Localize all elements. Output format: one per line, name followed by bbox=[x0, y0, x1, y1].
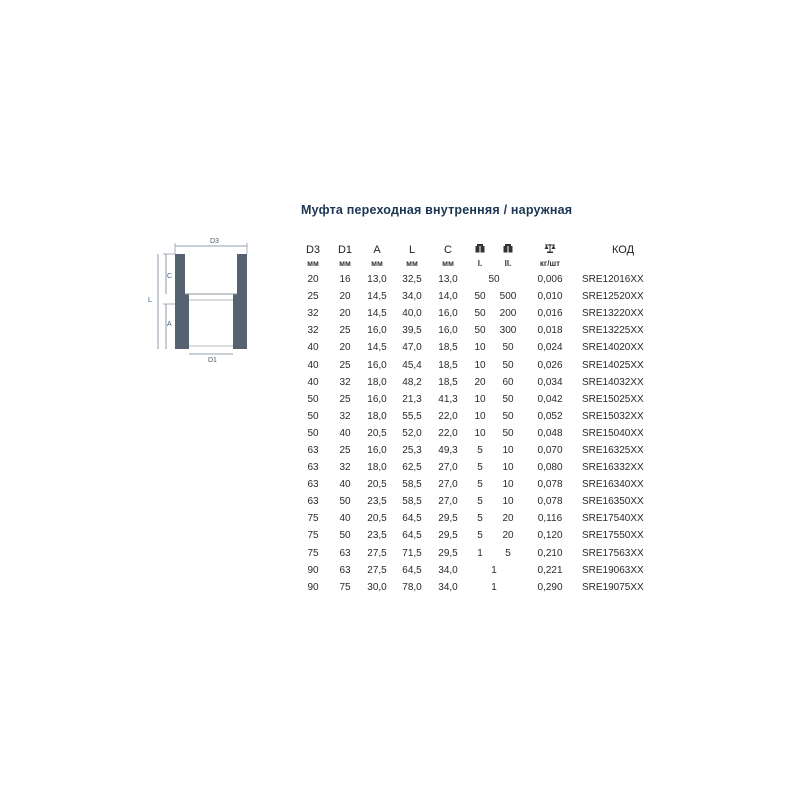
cell-d3: 63 bbox=[307, 496, 319, 508]
cell-p1: 10 bbox=[474, 342, 486, 354]
cell-d1: 40 bbox=[339, 479, 351, 491]
cell-code: SRE13225XX bbox=[582, 325, 644, 337]
cell-a: 23,5 bbox=[367, 530, 387, 542]
cell-a: 16,0 bbox=[367, 325, 387, 337]
cell-d1: 75 bbox=[339, 581, 351, 593]
cell-d1: 25 bbox=[339, 325, 351, 337]
cell-p2: 500 bbox=[499, 291, 517, 303]
table-row bbox=[296, 527, 668, 544]
cell-d1: 40 bbox=[339, 513, 351, 525]
cell-l: 52,0 bbox=[402, 427, 422, 439]
cell-p2: 50 bbox=[502, 359, 514, 371]
cell-code: SRE16332XX bbox=[582, 462, 644, 474]
cell-pack: 1 bbox=[491, 581, 497, 593]
cell-weight: 0,052 bbox=[537, 410, 563, 422]
label-c: C bbox=[167, 273, 173, 280]
cell-d1: 25 bbox=[339, 444, 351, 456]
unit-weight: кг/шт bbox=[539, 259, 561, 268]
unit-c: мм bbox=[442, 259, 454, 268]
cell-c: 29,5 bbox=[438, 530, 458, 542]
cell-d1: 20 bbox=[339, 342, 351, 354]
cell-d1: 20 bbox=[339, 291, 351, 303]
unit-a: мм bbox=[371, 259, 383, 268]
cell-d3: 63 bbox=[307, 462, 319, 474]
cell-code: SRE15032XX bbox=[582, 410, 644, 422]
cell-d1: 32 bbox=[339, 410, 351, 422]
cell-l: 64,5 bbox=[402, 513, 422, 525]
cell-c: 41,3 bbox=[438, 393, 458, 405]
cell-d3: 40 bbox=[307, 376, 319, 388]
cell-p1: 5 bbox=[477, 513, 483, 525]
cell-c: 34,0 bbox=[438, 564, 458, 576]
cell-d3: 32 bbox=[307, 325, 319, 337]
cell-l: 58,5 bbox=[402, 496, 422, 508]
cell-p2: 10 bbox=[502, 462, 514, 474]
unit-l: мм bbox=[406, 259, 418, 268]
cell-l: 55,5 bbox=[402, 410, 422, 422]
cell-p1: 5 bbox=[477, 530, 483, 542]
table-row bbox=[296, 579, 668, 596]
cell-p1: 50 bbox=[474, 325, 486, 337]
cell-weight: 0,006 bbox=[537, 274, 563, 286]
label-d1: D1 bbox=[208, 357, 217, 363]
table-row bbox=[296, 305, 668, 322]
table-row bbox=[296, 374, 668, 391]
cell-l: 58,5 bbox=[402, 479, 422, 491]
cell-c: 18,5 bbox=[438, 359, 458, 371]
header-a: A bbox=[373, 244, 381, 256]
cell-c: 14,0 bbox=[438, 291, 458, 303]
cell-weight: 0,116 bbox=[537, 513, 563, 525]
cell-l: 34,0 bbox=[402, 291, 422, 303]
cell-weight: 0,210 bbox=[537, 547, 563, 559]
table-row bbox=[296, 322, 668, 339]
cell-c: 34,0 bbox=[438, 581, 458, 593]
cell-l: 78,0 bbox=[402, 581, 422, 593]
cell-l: 32,5 bbox=[402, 274, 422, 286]
cell-d3: 32 bbox=[307, 308, 319, 320]
cell-a: 18,0 bbox=[367, 376, 387, 388]
fitting-body bbox=[175, 254, 247, 349]
table-row bbox=[296, 510, 668, 527]
cell-c: 27,0 bbox=[438, 462, 458, 474]
cell-c: 27,0 bbox=[438, 479, 458, 491]
cell-d3: 75 bbox=[307, 513, 319, 525]
cell-code: SRE15040XX bbox=[582, 427, 644, 439]
cell-a: 20,5 bbox=[367, 513, 387, 525]
cell-l: 40,0 bbox=[402, 308, 422, 320]
cell-p1: 10 bbox=[474, 359, 486, 371]
cell-weight: 0,034 bbox=[537, 376, 563, 388]
cell-code: SRE12016XX bbox=[582, 274, 644, 286]
cell-l: 21,3 bbox=[402, 393, 422, 405]
cell-a: 14,5 bbox=[367, 308, 387, 320]
cell-l: 64,5 bbox=[402, 530, 422, 542]
cell-a: 18,0 bbox=[367, 462, 387, 474]
cell-a: 20,5 bbox=[367, 427, 387, 439]
cell-p1: 10 bbox=[474, 427, 486, 439]
cell-p1: 50 bbox=[474, 308, 486, 320]
cell-weight: 0,018 bbox=[537, 325, 563, 337]
cell-d3: 90 bbox=[307, 564, 319, 576]
cell-d3: 50 bbox=[307, 427, 319, 439]
cell-a: 23,5 bbox=[367, 496, 387, 508]
cell-c: 29,5 bbox=[438, 513, 458, 525]
cell-c: 22,0 bbox=[438, 410, 458, 422]
cell-p2: 50 bbox=[502, 427, 514, 439]
table-row bbox=[296, 271, 668, 288]
header-d3: D3 bbox=[305, 244, 321, 256]
cell-p2: 10 bbox=[502, 479, 514, 491]
cell-c: 16,0 bbox=[438, 325, 458, 337]
cell-d1: 32 bbox=[339, 462, 351, 474]
cell-p1: 20 bbox=[474, 376, 486, 388]
cell-p2: 5 bbox=[505, 547, 511, 559]
cell-weight: 0,010 bbox=[537, 291, 563, 303]
package-icon bbox=[466, 234, 494, 256]
cell-weight: 0,290 bbox=[537, 581, 563, 593]
cell-code: SRE16340XX bbox=[582, 479, 644, 491]
cell-a: 14,5 bbox=[367, 342, 387, 354]
units-row bbox=[296, 256, 668, 271]
table-row bbox=[296, 339, 668, 356]
cell-l: 39,5 bbox=[402, 325, 422, 337]
table-row bbox=[296, 493, 668, 510]
cell-d3: 90 bbox=[307, 581, 319, 593]
cell-l: 48,2 bbox=[402, 376, 422, 388]
table-row bbox=[296, 408, 668, 425]
cell-d1: 50 bbox=[339, 530, 351, 542]
cell-d3: 63 bbox=[307, 479, 319, 491]
cell-c: 18,5 bbox=[438, 342, 458, 354]
cell-c: 29,5 bbox=[438, 547, 458, 559]
table-row bbox=[296, 356, 668, 373]
cell-a: 30,0 bbox=[367, 581, 387, 593]
cell-a: 16,0 bbox=[367, 359, 387, 371]
cell-pack: 50 bbox=[488, 274, 500, 286]
cell-a: 27,5 bbox=[367, 547, 387, 559]
cell-p2: 20 bbox=[502, 513, 514, 525]
cell-d1: 16 bbox=[339, 274, 351, 286]
cell-a: 14,5 bbox=[367, 291, 387, 303]
cell-weight: 0,080 bbox=[537, 462, 563, 474]
cell-code: SRE14025XX bbox=[582, 359, 644, 371]
table-row bbox=[296, 288, 668, 305]
cell-weight: 0,070 bbox=[537, 444, 563, 456]
label-a: A bbox=[167, 321, 172, 328]
cell-d3: 75 bbox=[307, 530, 319, 542]
cell-l: 47,0 bbox=[402, 342, 422, 354]
unit-d3: мм bbox=[307, 259, 319, 268]
cell-p2: 10 bbox=[502, 496, 514, 508]
cell-weight: 0,221 bbox=[537, 564, 563, 576]
cell-weight: 0,024 bbox=[537, 342, 563, 354]
package-icon bbox=[494, 234, 522, 256]
cell-weight: 0,078 bbox=[537, 496, 563, 508]
label-d3: D3 bbox=[210, 238, 219, 245]
cell-p2: 200 bbox=[499, 308, 517, 320]
table-row bbox=[296, 459, 668, 476]
cell-c: 27,0 bbox=[438, 496, 458, 508]
cell-d1: 40 bbox=[339, 427, 351, 439]
table-row bbox=[296, 425, 668, 442]
cell-a: 27,5 bbox=[367, 564, 387, 576]
cell-d3: 20 bbox=[307, 274, 319, 286]
cell-code: SRE19075XX bbox=[582, 581, 644, 593]
cell-c: 13,0 bbox=[438, 274, 458, 286]
header-code: КОД bbox=[611, 244, 635, 256]
cell-l: 62,5 bbox=[402, 462, 422, 474]
header-c: C bbox=[444, 244, 452, 256]
cell-p1: 5 bbox=[477, 479, 483, 491]
table-row bbox=[296, 391, 668, 408]
cell-l: 25,3 bbox=[402, 444, 422, 456]
cell-d3: 50 bbox=[307, 410, 319, 422]
table-row bbox=[296, 442, 668, 459]
cell-d1: 32 bbox=[339, 376, 351, 388]
cell-a: 16,0 bbox=[367, 393, 387, 405]
cell-code: SRE13220XX bbox=[582, 308, 644, 320]
cell-code: SRE14020XX bbox=[582, 342, 644, 354]
cell-d3: 75 bbox=[307, 547, 319, 559]
cell-weight: 0,026 bbox=[537, 359, 563, 371]
label-l: L bbox=[148, 297, 152, 304]
cell-weight: 0,042 bbox=[537, 393, 563, 405]
header-d1: D1 bbox=[337, 244, 353, 256]
cell-l: 45,4 bbox=[402, 359, 422, 371]
cell-p1: 50 bbox=[474, 291, 486, 303]
cell-p2: 20 bbox=[502, 530, 514, 542]
unit-pack1: I. bbox=[477, 259, 483, 268]
cell-code: SRE12520XX bbox=[582, 291, 644, 303]
spec-table bbox=[296, 234, 668, 596]
cell-code: SRE17540XX bbox=[582, 513, 644, 525]
cell-p1: 10 bbox=[474, 410, 486, 422]
header-l: L bbox=[408, 244, 416, 256]
cell-d3: 50 bbox=[307, 393, 319, 405]
cell-d1: 20 bbox=[339, 308, 351, 320]
cell-p1: 10 bbox=[474, 393, 486, 405]
cell-p1: 5 bbox=[477, 496, 483, 508]
cell-p2: 60 bbox=[502, 376, 514, 388]
cell-weight: 0,120 bbox=[537, 530, 563, 542]
cell-c: 49,3 bbox=[438, 444, 458, 456]
cell-weight: 0,078 bbox=[537, 479, 563, 491]
cell-weight: 0,048 bbox=[537, 427, 563, 439]
cell-code: SRE17563XX bbox=[582, 547, 644, 559]
cell-code: SRE14032XX bbox=[582, 376, 644, 388]
unit-code bbox=[578, 256, 668, 271]
cell-c: 18,5 bbox=[438, 376, 458, 388]
table-row bbox=[296, 562, 668, 579]
cell-code: SRE19063XX bbox=[582, 564, 644, 576]
cell-d1: 63 bbox=[339, 564, 351, 576]
cell-d3: 25 bbox=[307, 291, 319, 303]
cell-weight: 0,016 bbox=[537, 308, 563, 320]
unit-pack2: II. bbox=[504, 259, 512, 268]
scale-icon bbox=[522, 234, 578, 256]
cell-l: 64,5 bbox=[402, 564, 422, 576]
cell-d1: 63 bbox=[339, 547, 351, 559]
cell-c: 16,0 bbox=[438, 308, 458, 320]
page-title: Муфта переходная внутренняя / наружная bbox=[301, 203, 573, 217]
unit-d1: мм bbox=[339, 259, 351, 268]
cell-a: 16,0 bbox=[367, 444, 387, 456]
cell-p1: 1 bbox=[477, 547, 483, 559]
cell-p2: 50 bbox=[502, 342, 514, 354]
table-body bbox=[296, 271, 668, 596]
cell-p2: 50 bbox=[502, 410, 514, 422]
cell-pack: 1 bbox=[491, 564, 497, 576]
cell-p2: 10 bbox=[502, 444, 514, 456]
cell-d1: 25 bbox=[339, 359, 351, 371]
cell-p2: 300 bbox=[499, 325, 517, 337]
cell-c: 22,0 bbox=[438, 427, 458, 439]
header-row bbox=[296, 234, 668, 256]
cell-p2: 50 bbox=[502, 393, 514, 405]
cell-a: 13,0 bbox=[367, 274, 387, 286]
cell-d1: 25 bbox=[339, 393, 351, 405]
cell-l: 71,5 bbox=[402, 547, 422, 559]
cell-d1: 50 bbox=[339, 496, 351, 508]
cell-d3: 63 bbox=[307, 444, 319, 456]
table-row bbox=[296, 545, 668, 562]
cell-d3: 40 bbox=[307, 342, 319, 354]
cell-p1: 5 bbox=[477, 444, 483, 456]
fitting-drawing bbox=[140, 228, 275, 363]
cell-d3: 40 bbox=[307, 359, 319, 371]
cell-p1: 5 bbox=[477, 462, 483, 474]
cell-code: SRE16325XX bbox=[582, 444, 644, 456]
cell-code: SRE15025XX bbox=[582, 393, 644, 405]
cell-code: SRE16350XX bbox=[582, 496, 644, 508]
cell-a: 18,0 bbox=[367, 410, 387, 422]
cell-a: 20,5 bbox=[367, 479, 387, 491]
table-row bbox=[296, 476, 668, 493]
cell-code: SRE17550XX bbox=[582, 530, 644, 542]
